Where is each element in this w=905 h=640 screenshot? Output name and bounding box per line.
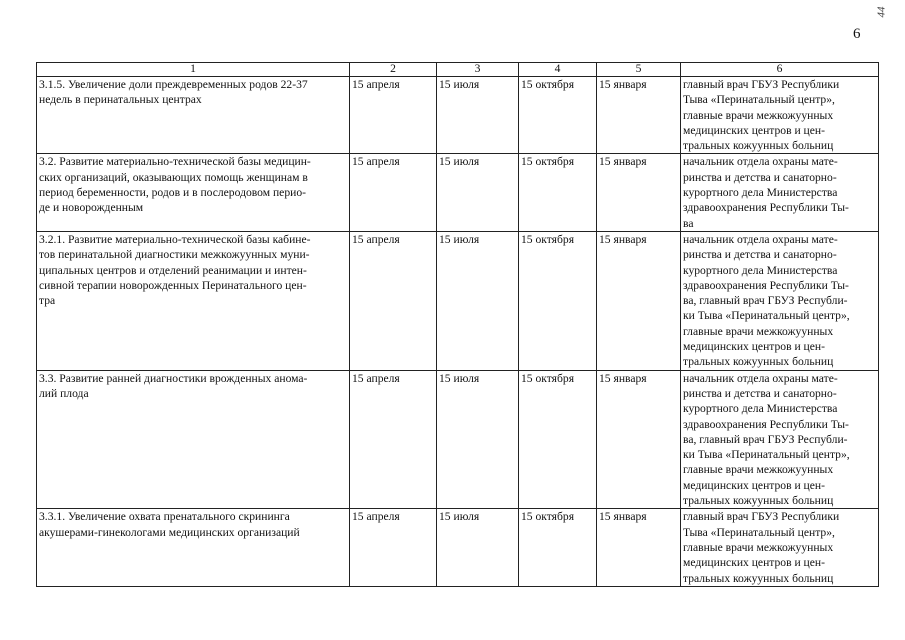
table-row	[37, 509, 879, 586]
table-row	[37, 77, 879, 154]
deadline-q1-cell: 15 апреля	[350, 154, 437, 231]
column-header-1: 1	[37, 63, 350, 77]
deadline-q2-cell: 15 июля	[437, 370, 519, 509]
column-header-5: 5	[597, 63, 681, 77]
responsible-text: начальник отдела охраны мате- ринства и детства и санаторно- курортного дела Министерства здравоохранения Республики Ты- ва	[683, 155, 849, 230]
margin-handwritten-mark: 44	[875, 6, 888, 18]
column-header-6: 6	[681, 63, 879, 77]
measure-text: 3.2.1. Развитие материально-технической базы кабине- тов перинатальной диагностики межкожуунных муни- ципальных центров и отделений реанимации и интен- сивной терапии новорожденных Перинатального цен- тра	[39, 232, 311, 308]
table-row	[37, 154, 879, 231]
measure-text: 3.2. Развитие материально-технической базы медицин- ских организаций, оказывающих помощь женщинам в период беременности, родов и в послеродовом перио- де и новорожденным	[39, 155, 311, 215]
deadline-q1-cell: 15 апреля	[350, 509, 437, 586]
responsible-cell	[681, 77, 879, 154]
deadline-q3-cell: 15 октября	[519, 77, 597, 154]
deadline-q2-cell: 15 июля	[437, 77, 519, 154]
measure-cell	[37, 154, 350, 231]
deadline-q4-cell: 15 января	[597, 77, 681, 154]
column-header-2: 2	[350, 63, 437, 77]
responsible-cell	[681, 370, 879, 509]
measure-text: 3.3.1. Увеличение охвата пренатального скрининга акушерами-гинекологами медицинских организаций	[39, 510, 300, 539]
measure-text: 3.3. Развитие ранней диагностики врожденных анома- лий плода	[39, 371, 308, 400]
column-header-3: 3	[437, 63, 519, 77]
deadline-q3-cell: 15 октября	[519, 370, 597, 509]
measure-cell	[37, 370, 350, 509]
measure-cell	[37, 77, 350, 154]
responsible-text: начальник отдела охраны мате- ринства и детства и санаторно- курортного дела Министерства здравоохранения Республики Ты- ва, главный врач ГБУЗ Республи- ки Тыва «Перинатальный центр», главные врачи межкожуунных медицинских центров и цен- тральных кожуунных больниц	[683, 232, 850, 369]
responsible-text: главный врач ГБУЗ Республики Тыва «Перинатальный центр», главные врачи межкожуунных медицинских центров и цен- тральных кожуунных больниц	[683, 510, 840, 585]
measure-cell	[37, 509, 350, 586]
deadline-q1-cell: 15 апреля	[350, 231, 437, 370]
measure-cell	[37, 231, 350, 370]
plan-table	[36, 62, 879, 587]
measure-text: 3.1.5. Увеличение доли преждевременных родов 22-37 недель в перинатальных центрах	[39, 78, 308, 107]
deadline-q1-cell: 15 апреля	[350, 370, 437, 509]
deadline-q2-cell: 15 июля	[437, 154, 519, 231]
responsible-text: главный врач ГБУЗ Республики Тыва «Перинатальный центр», главные врачи межкожуунных медицинских центров и цен- тральных кожуунных больниц	[683, 78, 840, 153]
deadline-q4-cell: 15 января	[597, 509, 681, 586]
responsible-cell	[681, 509, 879, 586]
deadline-q3-cell: 15 октября	[519, 509, 597, 586]
deadline-q3-cell: 15 октября	[519, 154, 597, 231]
table-header-row	[37, 63, 879, 77]
deadline-q4-cell: 15 января	[597, 370, 681, 509]
deadline-q3-cell: 15 октября	[519, 231, 597, 370]
responsible-text: начальник отдела охраны мате- ринства и детства и санаторно- курортного дела Министерства здравоохранения Республики Ты- ва, главный врач ГБУЗ Республи- ки Тыва «Перинатальный центр», главные врачи межкожуунных медицинских центров и цен- тральных кожуунных больниц	[683, 371, 850, 508]
column-header-4: 4	[519, 63, 597, 77]
responsible-cell	[681, 231, 879, 370]
deadline-q4-cell: 15 января	[597, 154, 681, 231]
deadline-q2-cell: 15 июля	[437, 509, 519, 586]
table-row	[37, 370, 879, 509]
page-number: 6	[853, 26, 861, 42]
deadline-q1-cell: 15 апреля	[350, 77, 437, 154]
deadline-q2-cell: 15 июля	[437, 231, 519, 370]
deadline-q4-cell: 15 января	[597, 231, 681, 370]
responsible-cell	[681, 154, 879, 231]
table-row	[37, 231, 879, 370]
